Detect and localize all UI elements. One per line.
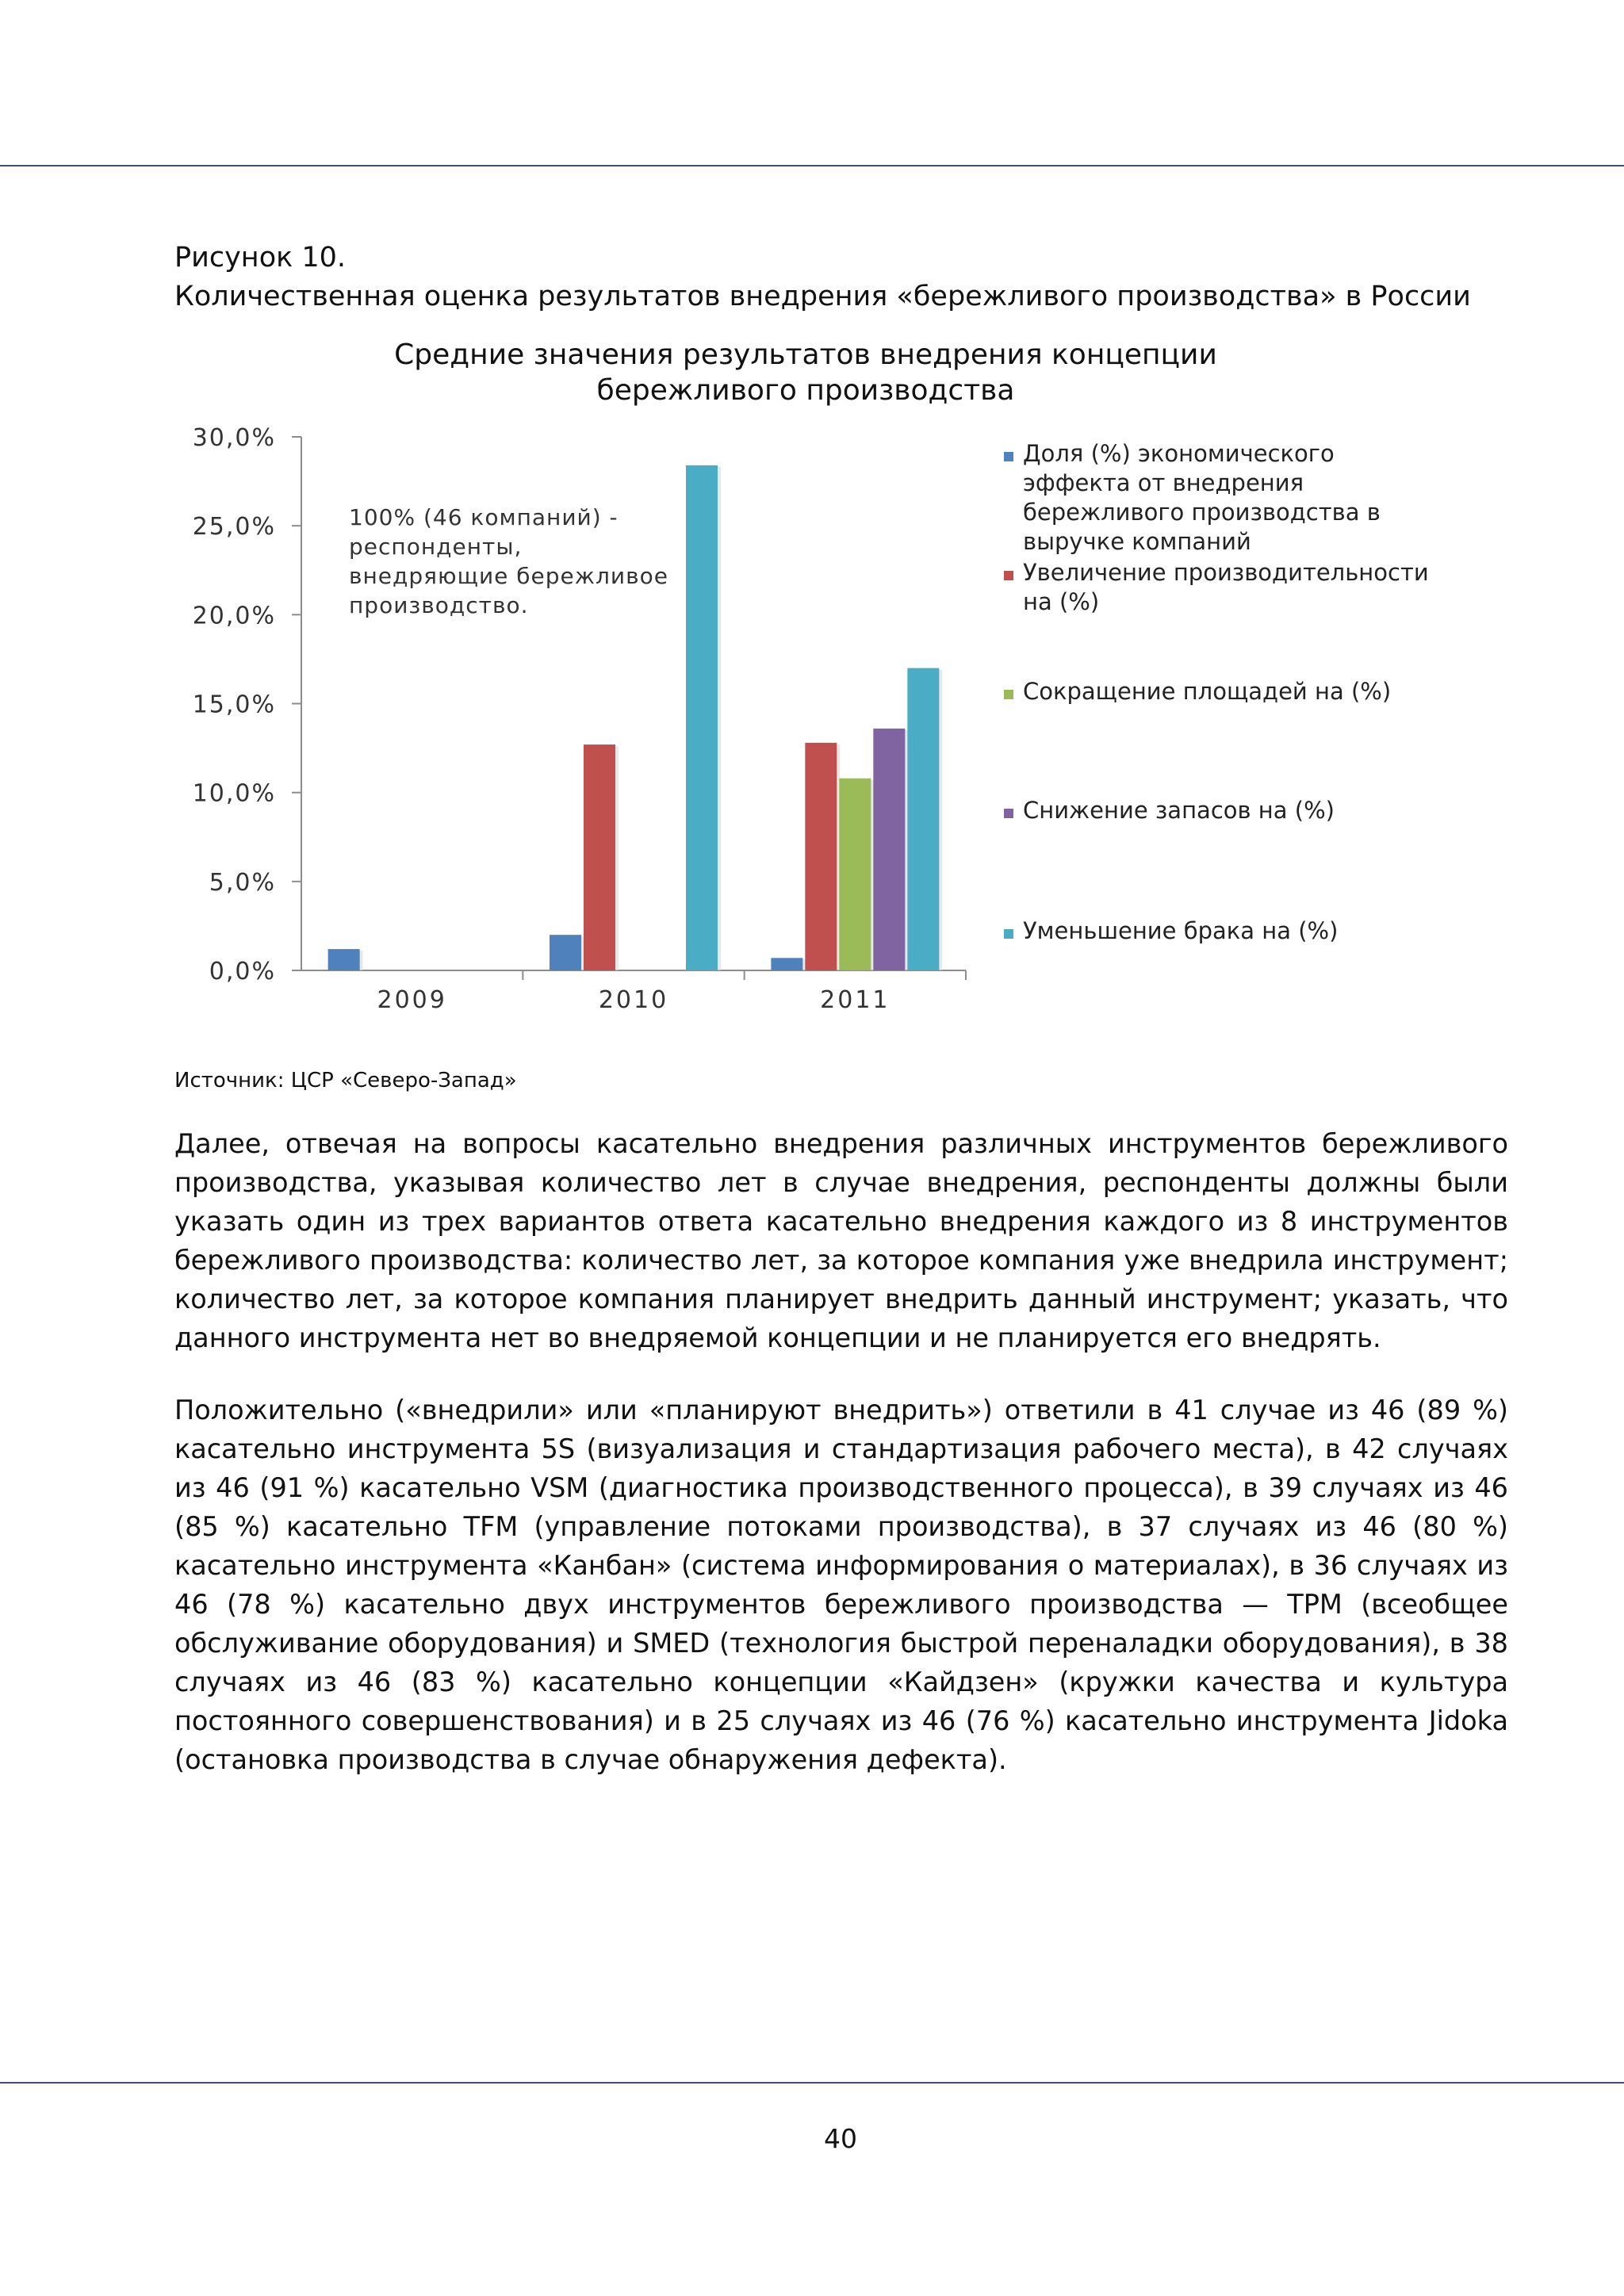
- legend-label: выручке компаний: [1023, 528, 1251, 555]
- bar: [686, 465, 718, 970]
- legend-swatch: [1004, 929, 1013, 939]
- y-tick-label: 30,0%: [192, 424, 276, 452]
- figure-number: Рисунок 10.: [174, 242, 347, 274]
- legend-swatch: [1004, 452, 1013, 461]
- x-tick-label: 2010: [598, 986, 669, 1014]
- bar: [328, 949, 360, 970]
- page-number: 40: [824, 2123, 857, 2154]
- x-tick-label: 2009: [377, 986, 447, 1014]
- bar: [873, 729, 905, 970]
- figure-title: Количественная оценка результатов внедрения «бережливого производства» в России: [174, 281, 1471, 312]
- legend-swatch: [1004, 809, 1013, 818]
- legend-label: на (%): [1023, 588, 1100, 615]
- legend-label: Увеличение производительности: [1023, 559, 1429, 586]
- source-note: Источник: ЦСР «Северо-Запад»: [174, 1069, 517, 1093]
- y-tick-label: 10,0%: [192, 779, 276, 808]
- legend-swatch: [1004, 690, 1013, 699]
- annotation-text: респонденты,: [349, 534, 523, 560]
- legend-swatch: [1004, 571, 1013, 580]
- chart-title-line-1: Средние значения результатов внедрения концепции: [394, 339, 1217, 371]
- legend-label: Снижение запасов на (%): [1023, 797, 1335, 824]
- annotation-text: 100% (46 компаний) -: [349, 504, 619, 530]
- footer-rule: [0, 2082, 1624, 2084]
- x-tick-label: 2011: [820, 986, 891, 1014]
- bar: [550, 935, 581, 970]
- bar-chart: [0, 0, 1624, 1047]
- annotation-text: внедряющие бережливое: [349, 563, 668, 589]
- bar: [771, 958, 802, 970]
- y-tick-label: 25,0%: [192, 513, 276, 541]
- legend-label: Уменьшение брака на (%): [1023, 917, 1339, 944]
- bar: [907, 668, 939, 970]
- bar: [839, 779, 871, 970]
- y-tick-label: 5,0%: [209, 868, 276, 897]
- legend-label: эффекта от внедрения: [1023, 469, 1304, 496]
- legend-label: Сокращение площадей на (%): [1023, 678, 1392, 705]
- legend-label: бережливого производства в: [1023, 499, 1381, 526]
- y-tick-label: 15,0%: [192, 691, 276, 719]
- chart-title-line-2: бережливого производства: [596, 374, 1015, 407]
- bar: [805, 743, 837, 970]
- legend-label: Доля (%) экономического: [1023, 440, 1335, 467]
- y-tick-label: 0,0%: [209, 958, 276, 985]
- body-paragraph-1: Далее, отвечая на вопросы касательно внедрения различных инструментов бережливого производства, указывая количество лет в случае внедрения, респонденты должны были указать один из трех вариантов ответа касательно внедрения каждого из 8 инструментов бережливого производства: количество лет, за которое компания уже внедрила инструмент; количество лет, за которое компания планирует внедрить данный инструмент; указать, что данного инструмента нет во внедряемой концепции и не планируется его внедрять.: [174, 1128, 1508, 1353]
- y-tick-label: 20,0%: [192, 602, 276, 630]
- body-paragraph-2: Положительно («внедрили» или «планируют внедрить») ответили в 41 случае из 46 (89 %) касательно инструмента 5S (визуализация и стандартизация рабочего места), в 42 случаях из 46 (91 %) касательно VSM (диагностика производственного процесса), в 39 случаях из 46 (85 %) касательно TFM (управление потоками производства), в 37 случаях из 46 (80 %) касательно инструмента «Канбан» (система информирования о материалах), в 36 случаях из 46 (78 %) касательно двух инструментов бережливого производства — TPM (всеобщее обслуживание оборудования) и SMED (технология быстрой переналадки оборудования), в 38 случаях из 46 (83 %) касательно концепции «Кайдзен» (кружки качества и культура постоянного совершенствования) и в 25 случаях из 46 (76 %) касательно инструмента Jidoka (остановка производства в случае обнаружения дефекта).: [174, 1395, 1508, 1775]
- bar: [584, 744, 615, 970]
- annotation-text: производство.: [349, 592, 529, 618]
